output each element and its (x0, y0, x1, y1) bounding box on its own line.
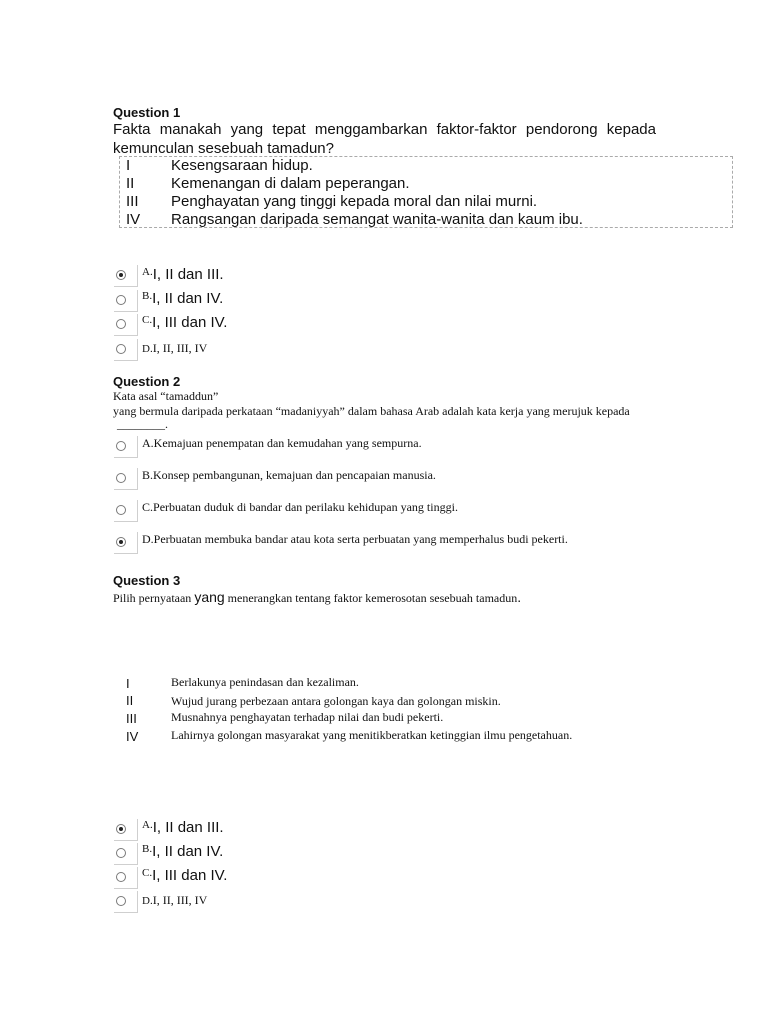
option-q1-d[interactable] (142, 339, 207, 357)
radio-button-q3-d[interactable] (116, 896, 126, 906)
q1-statement-text: Rangsangan daripada semangat wanita-wanita dan kaum ibu. (171, 211, 583, 228)
radio-button-q3-b[interactable] (116, 848, 126, 858)
option-letter: D. (142, 895, 153, 907)
radio-button-q1-c[interactable] (116, 319, 126, 329)
q1-statement-text: Kemenangan di dalam peperangan. (171, 175, 410, 192)
radio-button-q2-a[interactable] (116, 441, 126, 451)
q3-statement-num: IV (126, 729, 139, 744)
question-3-stem (113, 589, 521, 607)
q1-statement-num: IV (126, 211, 141, 228)
question-1-statement-box (119, 156, 733, 228)
q1-statement-text: Kesengsaraan hidup. (171, 157, 313, 174)
option-letter: B. (142, 468, 154, 482)
q3-statement-text: Musnahnya penghayatan terhadap nilai dan budi pekerti. (171, 710, 444, 724)
q3-statement-text: Berlakunya penindasan dan kezaliman. (171, 675, 359, 689)
question-1-title: Question 1 (113, 105, 181, 120)
option-text: I, II dan IV. (152, 843, 224, 860)
option-q2-d[interactable] (142, 530, 568, 548)
option-letter: A. (142, 436, 154, 450)
option-letter: A. (142, 819, 153, 831)
option-q2-b[interactable] (142, 466, 436, 484)
option-text: I, II dan III. (152, 266, 224, 283)
q1-statement-num: II (126, 175, 135, 192)
radio-button-q1-d[interactable] (116, 344, 126, 354)
option-text: Perbuatan duduk di bandar dan perilaku kehidupan yang tinggi. (153, 500, 458, 514)
option-q1-b[interactable] (142, 290, 223, 308)
radio-button-q1-a[interactable] (116, 270, 126, 280)
q3-statement-num: II (126, 693, 134, 708)
question-2-stem-line1: Kata asal “tamaddun” (113, 389, 219, 403)
option-letter: D. (142, 343, 153, 355)
option-q3-a[interactable] (142, 819, 224, 837)
question-3-title: Question 3 (113, 573, 181, 588)
question-2-blank: ________. (117, 417, 168, 431)
option-q3-c[interactable] (142, 867, 227, 885)
radio-button-q3-a[interactable] (116, 824, 126, 834)
option-text: Konsep pembangunan, kemajuan dan pencapaian manusia. (153, 468, 436, 482)
option-letter: C. (142, 314, 153, 326)
option-text: Perbuatan membuka bandar atau kota serta perbuatan yang memperhalus budi pekerti. (153, 532, 568, 546)
question-1-stem: Fakta manakah yang tepat menggambarkan faktor-faktor pendorong kepada kemunculan sesebuah tamadun? (113, 121, 656, 157)
q1-statement-text: Penghayatan yang tinggi kepada moral dan nilai murni. (171, 193, 538, 210)
option-q1-c[interactable] (142, 314, 227, 332)
option-q3-b[interactable] (142, 843, 223, 861)
option-q3-d[interactable] (142, 891, 207, 909)
radio-button-q2-b[interactable] (116, 473, 126, 483)
option-letter: D. (142, 532, 154, 546)
option-text: I, II dan III. (152, 819, 224, 836)
q1-statement-num: III (126, 193, 139, 210)
option-text: Kemajuan penempatan dan kemudahan yang sempurna. (153, 436, 422, 450)
q3-statement-text: Lahirnya golongan masyarakat yang menitikberatkan ketinggian ilmu pengetahuan. (171, 728, 573, 742)
option-text: I, II, III, IV (152, 341, 208, 355)
option-text: I, III dan IV. (152, 314, 228, 331)
stem-part: yang (194, 589, 225, 605)
radio-button-q1-b[interactable] (116, 295, 126, 305)
question-2-title: Question 2 (113, 374, 181, 389)
option-q2-c[interactable] (142, 498, 458, 516)
option-letter: C. (142, 867, 153, 879)
option-letter: B. (142, 843, 153, 855)
stem-part: . (517, 589, 522, 605)
q3-statement-num: I (126, 676, 130, 691)
radio-button-q2-c[interactable] (116, 505, 126, 515)
option-text: I, II dan IV. (152, 290, 224, 307)
stem-part: Pilih pernyataan (113, 591, 195, 605)
question-2-stem-line2: yang bermula daripada perkataan “madaniyyah” dalam bahasa Arab adalah kata kerja yang merujuk kepada (113, 404, 630, 418)
q1-statement-num: I (126, 157, 131, 174)
option-text: I, III dan IV. (152, 867, 228, 884)
radio-button-q2-d[interactable] (116, 537, 126, 547)
q3-statement-text: Wujud jurang perbezaan antara golongan kaya dan golongan miskin. (171, 694, 501, 708)
option-q2-a[interactable] (142, 434, 422, 452)
option-letter: C. (142, 500, 154, 514)
option-text: I, II, III, IV (152, 893, 208, 907)
radio-button-q3-c[interactable] (116, 872, 126, 882)
option-letter: A. (142, 266, 153, 278)
stem-part: menerangkan tentang faktor kemerosotan sesebuah tamadun (224, 591, 518, 605)
option-q1-a[interactable] (142, 266, 224, 284)
option-letter: B. (142, 290, 153, 302)
q3-statement-num: III (126, 711, 137, 726)
